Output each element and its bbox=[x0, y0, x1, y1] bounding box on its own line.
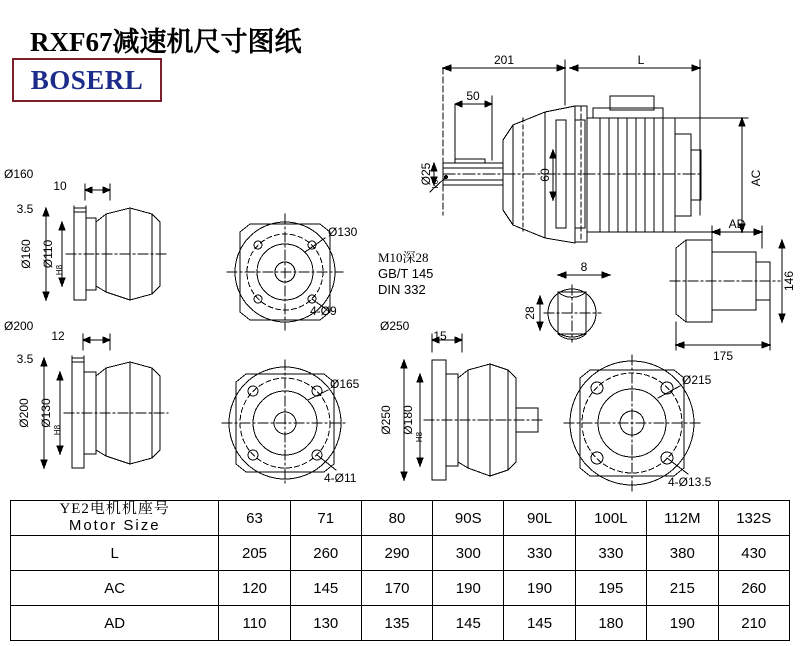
label-200-outer: Ø200 bbox=[4, 319, 34, 333]
table-rowhead-AC: AC bbox=[11, 571, 219, 606]
dim-L-line bbox=[570, 60, 700, 215]
label-201: 201 bbox=[493, 53, 515, 67]
label-8: 8 bbox=[580, 260, 588, 274]
label-110-bore: Ø110 bbox=[41, 239, 55, 269]
table-cell: 130 bbox=[290, 606, 361, 641]
label-200-left: Ø200 bbox=[17, 398, 31, 428]
label-12: 12 bbox=[51, 329, 65, 343]
table-cell: 330 bbox=[504, 536, 575, 571]
ad-view bbox=[670, 226, 785, 350]
key-section bbox=[537, 272, 610, 342]
label-160-left: Ø160 bbox=[19, 239, 33, 269]
table-header-row bbox=[11, 501, 790, 536]
label-215-bolt: Ø215 bbox=[682, 373, 712, 387]
label-d25-sub: k6 bbox=[431, 179, 440, 189]
label-250-outer: Ø250 bbox=[380, 319, 410, 333]
label-50: 50 bbox=[466, 89, 480, 103]
logo-text: BOSERL bbox=[30, 64, 144, 95]
label-4-d11: 4-Ø11 bbox=[324, 471, 357, 485]
table-col-5: 100L bbox=[575, 501, 646, 536]
table-rowhead-motor bbox=[11, 501, 219, 536]
label-146: 146 bbox=[782, 270, 796, 292]
table-col-7: 132S bbox=[718, 501, 790, 536]
table-rowhead-AD: AD bbox=[11, 606, 219, 641]
table-rowhead-L: L bbox=[11, 536, 219, 571]
label-thread-1: M10深28 bbox=[378, 250, 429, 265]
table-cell: 430 bbox=[718, 536, 790, 571]
label-180-sub: H8 bbox=[415, 431, 424, 443]
dim-201-line bbox=[443, 60, 565, 215]
label-110-sub: H8 bbox=[55, 264, 64, 276]
label-15: 15 bbox=[433, 329, 447, 343]
table-col-0: 63 bbox=[219, 501, 290, 536]
table-cell: 190 bbox=[647, 606, 718, 641]
table-cell: 380 bbox=[647, 536, 718, 571]
table-cell: 170 bbox=[361, 571, 432, 606]
label-175: 175 bbox=[712, 349, 734, 363]
label-130-sub: H8 bbox=[53, 424, 62, 436]
dim-28-line bbox=[537, 296, 543, 330]
motor-head-cn: YE2电机机座号 bbox=[59, 501, 170, 518]
dim-50-line bbox=[455, 96, 492, 160]
table-cell: 110 bbox=[219, 606, 290, 641]
label-60: 60 bbox=[538, 168, 552, 182]
label-160-outer: Ø160 bbox=[4, 167, 34, 181]
table-cell: 195 bbox=[575, 571, 646, 606]
label-d25: Ø25 bbox=[419, 162, 433, 186]
table-row bbox=[11, 536, 790, 571]
table-cell: 260 bbox=[290, 536, 361, 571]
flange200-side bbox=[41, 334, 168, 468]
table-cell: 215 bbox=[647, 571, 718, 606]
table-cell: 290 bbox=[361, 536, 432, 571]
label-130-bolt: Ø130 bbox=[328, 225, 358, 239]
table-row bbox=[11, 606, 790, 641]
table-col-3: 90S bbox=[433, 501, 504, 536]
dim-180-bore bbox=[417, 374, 423, 466]
dim-AC-line bbox=[675, 118, 748, 232]
label-thread-2: GB/T 145 bbox=[378, 266, 434, 281]
table-cell: 190 bbox=[433, 571, 504, 606]
table-cell: 145 bbox=[290, 571, 361, 606]
table-row bbox=[11, 571, 790, 606]
table-cell: 260 bbox=[718, 571, 790, 606]
table-cell: 210 bbox=[718, 606, 790, 641]
label-L: L bbox=[637, 53, 645, 67]
table-col-4: 90L bbox=[504, 501, 575, 536]
label-130-bore: Ø130 bbox=[39, 398, 53, 428]
label-thread-3: DIN 332 bbox=[378, 282, 426, 297]
table-cell: 205 bbox=[219, 536, 290, 571]
dim-130-bore bbox=[57, 372, 63, 454]
table-cell: 145 bbox=[504, 606, 575, 641]
motor-size-table bbox=[10, 500, 790, 641]
motor-head-en: Motor Size bbox=[68, 517, 161, 534]
label-35: 3.5 bbox=[16, 202, 34, 216]
label-250-left: Ø250 bbox=[379, 405, 393, 435]
table-col-1: 71 bbox=[290, 501, 361, 536]
label-10: 10 bbox=[53, 179, 67, 193]
table-cell: 190 bbox=[504, 571, 575, 606]
flange160-side bbox=[43, 184, 168, 300]
dim-110-bore bbox=[59, 222, 65, 286]
label-4-d9: 4-Ø9 bbox=[310, 304, 337, 318]
label-165-bolt: Ø165 bbox=[330, 377, 360, 391]
table-col-2: 80 bbox=[361, 501, 432, 536]
flange250-front bbox=[564, 355, 700, 492]
table-cell: 135 bbox=[361, 606, 432, 641]
table-cell: 300 bbox=[433, 536, 504, 571]
label-35-200: 3.5 bbox=[16, 352, 34, 366]
table-cell: 145 bbox=[433, 606, 504, 641]
label-28: 28 bbox=[523, 306, 537, 320]
label-180-bore: Ø180 bbox=[401, 405, 415, 435]
table-cell: 330 bbox=[575, 536, 646, 571]
table-cell: 180 bbox=[575, 606, 646, 641]
table-col-6: 112M bbox=[647, 501, 718, 536]
label-AD: AD bbox=[728, 217, 746, 231]
table-cell: 120 bbox=[219, 571, 290, 606]
label-AC: AC bbox=[749, 169, 763, 187]
page-title: RXF67减速机尺寸图纸 bbox=[30, 27, 302, 57]
label-4-d135: 4-Ø13.5 bbox=[668, 475, 712, 489]
flange250-side bbox=[401, 334, 545, 480]
